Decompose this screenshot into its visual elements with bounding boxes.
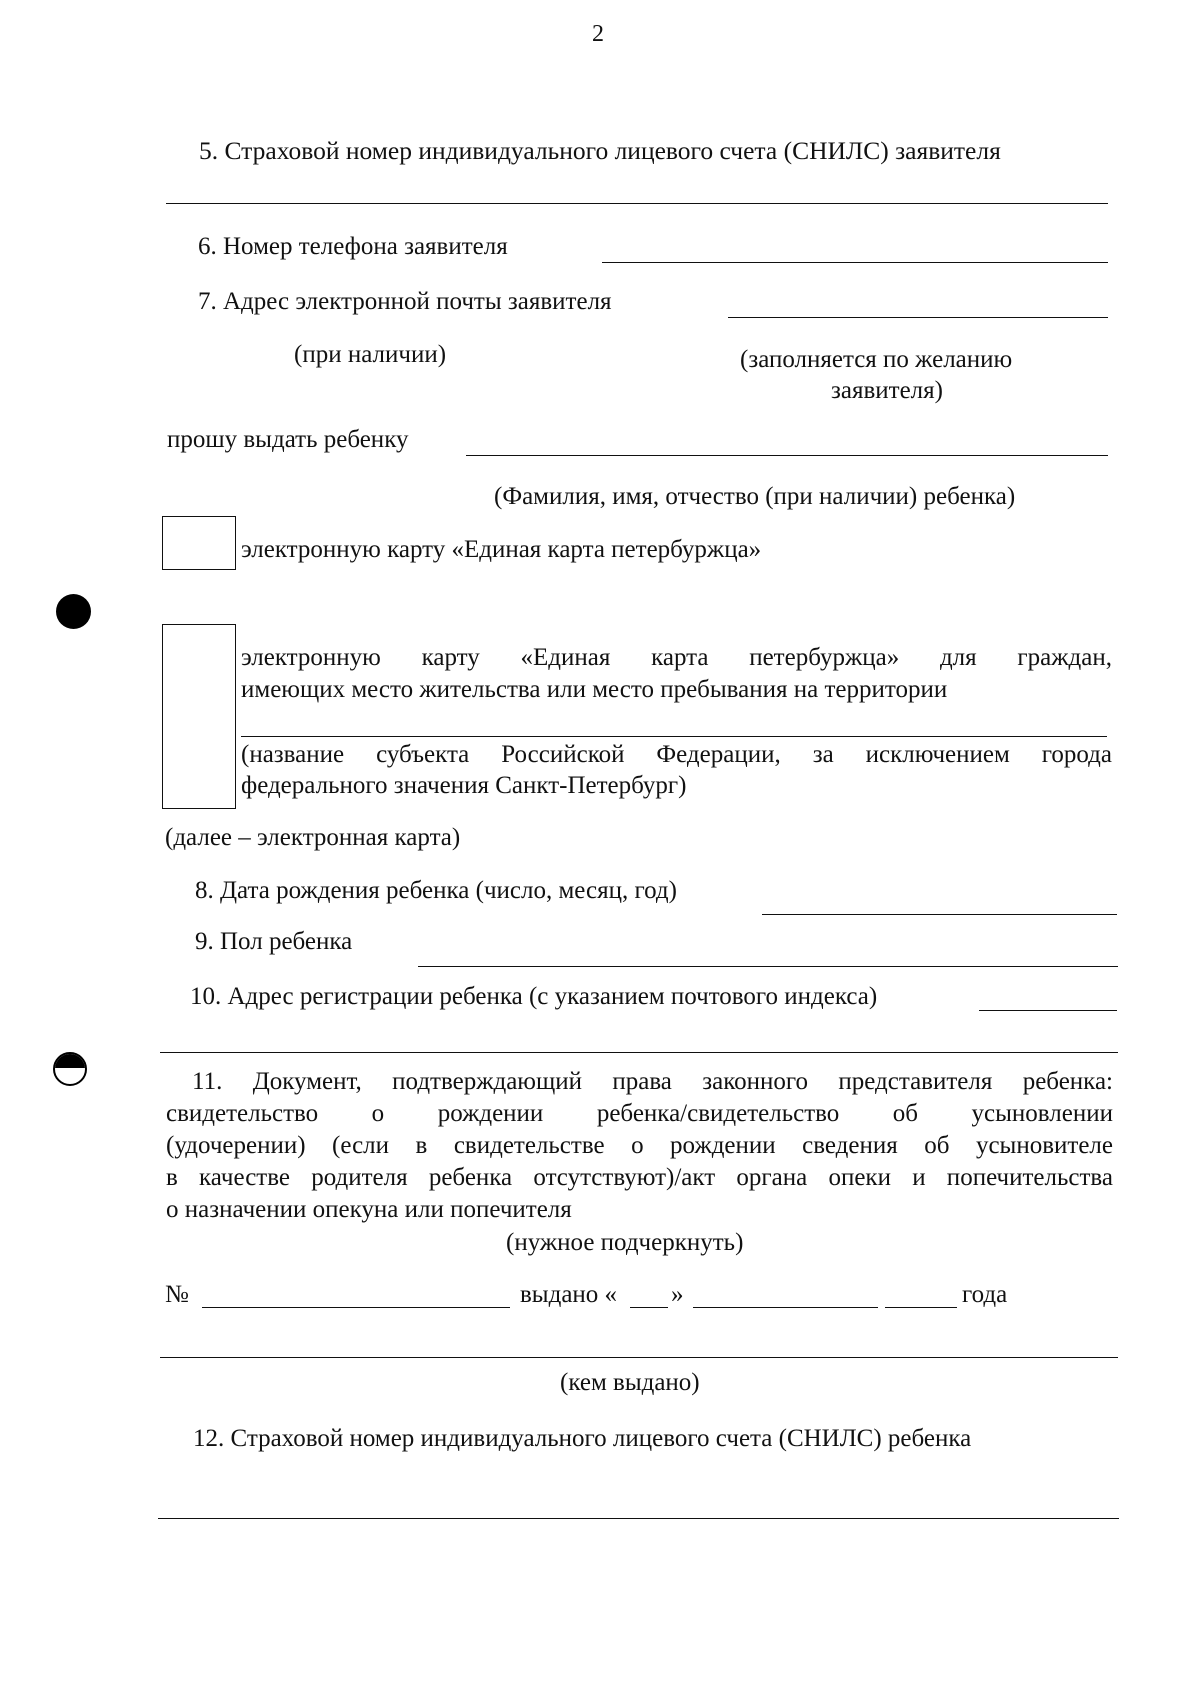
field6-input-line[interactable] — [602, 262, 1108, 263]
field8-input-line[interactable] — [762, 914, 1117, 915]
punch-hole-dot — [56, 594, 91, 629]
field11-paragraph — [166, 1066, 1113, 1226]
option2-note-line2: федерального значения Санкт-Петербург) — [241, 772, 687, 799]
issued-quote-close: » — [671, 1281, 684, 1308]
field11-line-3: (удочерении) (если в свидетельстве о рождении сведения об усыновителе — [166, 1132, 1113, 1159]
field12-input-line[interactable] — [158, 1518, 1119, 1519]
field11-line-1: 11. Документ, подтверждающий права законного представителя ребенка: — [192, 1068, 1113, 1095]
field7-note-right-2: заявителя) — [831, 377, 943, 404]
issue-day-input-line[interactable] — [630, 1307, 668, 1308]
option1-label: электронную карту «Единая карта петербуржца» — [241, 536, 762, 563]
field7-input-line[interactable] — [728, 317, 1108, 318]
issued-label: выдано « — [520, 1281, 618, 1308]
option1-checkbox[interactable] — [162, 516, 236, 570]
field7-note-right-1: (заполняется по желанию — [740, 346, 1013, 373]
field9-label: 9. Пол ребенка — [195, 928, 353, 955]
issue-month-input-line[interactable] — [693, 1307, 878, 1308]
field5-input-line[interactable] — [166, 203, 1108, 204]
child-name-input-line[interactable] — [466, 455, 1108, 456]
option2-checkbox[interactable] — [162, 624, 236, 809]
field11-line-5: о назначении опекуна или попечителя — [166, 1196, 572, 1223]
request-note: (Фамилия, имя, отчество (при наличии) ребенка) — [494, 483, 1016, 510]
field11-note: (нужное подчеркнуть) — [506, 1229, 744, 1256]
field11-line-4: в качестве родителя ребенка отсутствуют)/акт органа опеки и попечительства — [166, 1164, 1113, 1191]
option2-line2: имеющих место жительства или место пребывания на территории — [241, 676, 948, 703]
field10-input-line[interactable] — [160, 1052, 1118, 1053]
field10-label: 10. Адрес регистрации ребенка (с указанием почтового индекса) — [190, 983, 878, 1010]
field7-note-left: (при наличии) — [294, 341, 447, 368]
option2-region-input-line[interactable] — [241, 736, 1107, 737]
number-sign: № — [165, 1281, 189, 1308]
punch-hole-partial — [53, 1052, 87, 1086]
year-label: года — [962, 1281, 1008, 1308]
field10-input-line-end[interactable] — [979, 1010, 1117, 1011]
after-note: (далее – электронная карта) — [165, 824, 461, 851]
option2-note-line1: (название субъекта Российской Федерации, за исключением города — [241, 741, 1112, 768]
issued-by-note: (кем выдано) — [560, 1369, 700, 1396]
field8-label: 8. Дата рождения ребенка (число, месяц, год) — [195, 877, 677, 904]
document-number-input-line[interactable] — [202, 1307, 510, 1308]
issued-by-input-line[interactable] — [160, 1357, 1118, 1358]
page-number: 2 — [592, 21, 604, 47]
field12-label: 12. Страховой номер индивидуального лицевого счета (СНИЛС) ребенка — [193, 1425, 972, 1452]
request-label: прошу выдать ребенку — [167, 426, 409, 453]
issue-year-input-line[interactable] — [885, 1307, 957, 1308]
option2-line1: электронную карту «Единая карта петербуржца» для граждан, — [241, 644, 1112, 671]
field11-line-2: свидетельство о рождении ребенка/свидетельство об усыновлении — [166, 1100, 1113, 1127]
field6-label: 6. Номер телефона заявителя — [198, 233, 508, 260]
field7-label: 7. Адрес электронной почты заявителя — [198, 288, 612, 315]
field5-label: 5. Страховой номер индивидуального лицевого счета (СНИЛС) заявителя — [199, 136, 1001, 165]
field9-input-line[interactable] — [418, 966, 1118, 967]
